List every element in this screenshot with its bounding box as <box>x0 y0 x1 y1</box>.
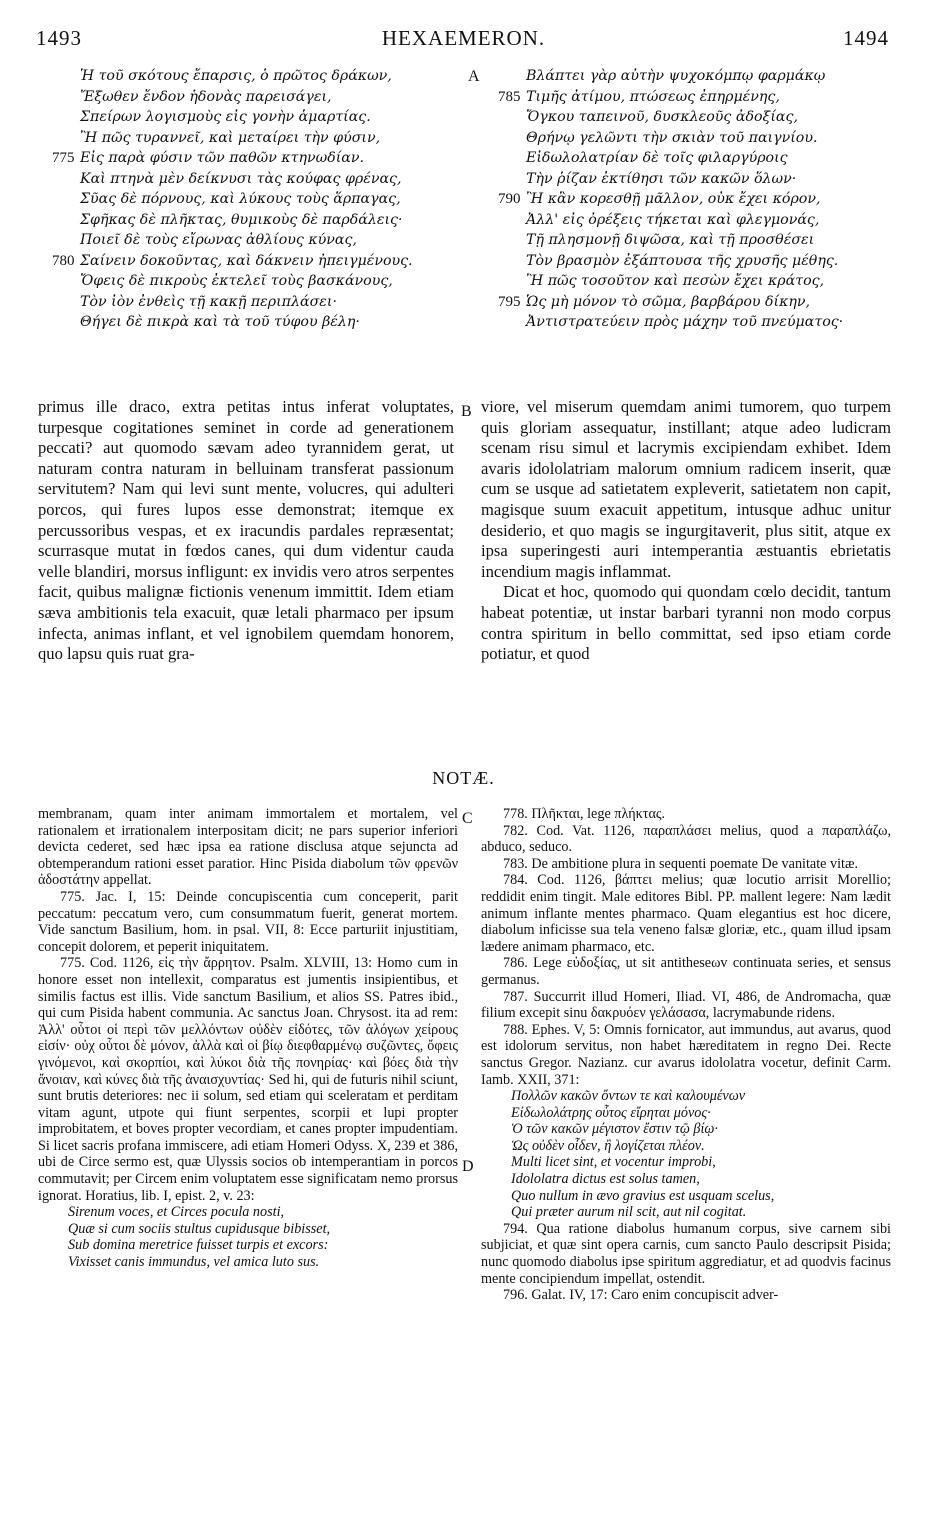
verse-line-text: Θρήνῳ γελῶντι τὴν σκιὰν τοῦ παιγνίου. <box>526 129 818 146</box>
verse-line-text: Βλάπτει γὰρ αὐτὴν ψυχοκόμπῳ φαρμάκῳ <box>526 68 826 84</box>
verse-line-text: Ὄγκου ταπεινοῦ, δυσκλεοῦς ἀδοξίας, <box>526 109 798 125</box>
verse-line <box>80 107 455 128</box>
quoted-verse-line: Ὁ τῶν κακῶν μέγιστον ἔστιν τῷ βίῳ· <box>511 1121 718 1138</box>
quoted-verse-line: Multi licet sint, et vocentur improbi, <box>511 1154 716 1171</box>
verse-line-text: Θήγει δὲ πικρὰ καὶ τὰ τοῦ τύφου βέλη· <box>80 314 360 330</box>
note-entry: 783. De ambitione plura in sequenti poemate De vanitate vitæ. <box>503 855 858 872</box>
verse-line <box>526 148 896 169</box>
verse-line <box>52 148 455 169</box>
verse-line-text: Εἰς παρὰ φύσιν τῶν παθῶν κτηνωδίαν. <box>80 150 365 166</box>
verse-line-text: Τῇ πλησμονῇ διψῶσα, καὶ τῇ προσθέσει <box>526 232 815 248</box>
verse-line-text: Ὄφεις δὲ πικροὺς ἐκτελεῖ τοὺς βασκάνους, <box>80 273 393 289</box>
quoted-verse-line: Quo nullum in ævo gravius est usquam scelus, <box>511 1187 775 1204</box>
verse-line-text: Τιμῆς ἀτίμου, πτώσεως ἐπηρμένης, <box>526 88 780 105</box>
verse-line <box>526 128 896 149</box>
quoted-verse-line: Πολλῶν κακῶν ὄντων τε καὶ καλουμένων <box>511 1088 746 1105</box>
verse-line <box>80 271 455 292</box>
verse-line <box>80 87 455 108</box>
latin-paragraph: viore, vel miserum quemdam animi tumorem, quo turpem quis gloriam assequatur, instillant; atque adeo ludicram scenam risu simul et lacrymis excipiendam exhibet. Idem avaris idololatriam malorum omnium radicem inserit, quæ cum se usque ad satietatem expleverit, satietatem non capit, magisque suum exacuit appetitum, intusque adhuc unitur desiderio, et quo magis se ingurgitaverit, plus sitit, atque ex ipsa superingesti auri intemperantia æstuantis ebrietatis incendium magis inflammat. <box>481 397 891 581</box>
note-entry: 784. Cod. 1126, βάπτει melius; quæ locutio arrisit Morellio; reddidit enim tingit. Male editores Bibl. PP. mallent legere: Nam lædit animum inflante mentes pharmaco. Quam elegantius est hoc dicere, diabolum inficisse sua tela veneno falsæ gloriæ, etc., quam illud ipsam lædere animam pharmaco, etc. <box>481 872 891 955</box>
verse-line-text: Σπείρων λογισμοὺς εἰς γονὴν ἁμαρτίας. <box>80 109 371 125</box>
note-entry: 775. Jac. I, 15: Deinde concupiscentia cum conceperit, parit peccatum: peccatum vero, cum consummatum fuerit, generat mortem. Vide sanctum Basilium, hom. in psal. VII, 8: Ecce parturiit injustitiam, concepit dolorem, et peperit iniquitatem. <box>38 888 458 955</box>
verse-line <box>80 292 455 313</box>
verse-line-number: 790 <box>498 191 521 207</box>
margin-letter-a: A <box>468 68 480 85</box>
verse-line-text: Ποιεῖ δὲ τοὺς εἴρωνας ἀθλίους κύνας, <box>80 232 357 248</box>
verse-line <box>498 87 896 108</box>
quoted-verse-line: Sub domina meretrice fuisset turpis et excors: <box>68 1237 329 1254</box>
note-entry: membranam, quam inter animam immortalem et mortalem, vel rationalem et irrationalem interpositam dicit; ne pars superior inferiori devicta cederet, sed hæc ipsa ea ratione disclusa atque sejuncta ad obtemperandum rationi esset paratior. Hinc Pisida diabolum τῶν φρενῶν ἀδοστάτην appellat. <box>38 806 458 889</box>
latin-translation-right <box>481 397 891 665</box>
note-entry: 782. Cod. Vat. 1126, παραπλάσει melius, quod a παραπλάζω, abduco, seduco. <box>481 822 891 856</box>
verse-line-text: Ἡ τοῦ σκότους ἔπαρσις, ὁ πρῶτος δράκων, <box>80 68 392 84</box>
note-entry: 775. Cod. 1126, εἰς τὴν ἄρρητον. Psalm. XLVIII, 13: Homo cum in honore esset non intellexit, comparatus est jumentis insipientibus, et similis factus est illis. Vide sanctum Basilium, et alios SS. Patres ibid., qui cum Pisida habent communia. Ac sanctus Joan. Chrysost. ita ad rem: Ἀλλ' οὗτοι οἱ περὶ τῶν μελλόντων οὐδὲν εἰδότες, τῶν ἀλόγων χείρους εἰσίν· οὐχ οὗτοι δὲ μόνον, ἀλλὰ καὶ οἱ βίῳ διεφθαρμένῳ συζῶντες, ὄφεις γινόμενοι, καὶ σκορπίοι, καὶ λύκοι διὰ τῆς πονηρίας· καὶ βόες διὰ τὴν ἄνοιαν, καὶ κύνες διὰ τῆς ἀναισχυντίας· Sed hi, qui de futuris nihil sciunt, sunt brutis deteriores: nec ii solum, sed etiam qui sceleratam et perditam vitam agunt, utpote qui fiunt serpentes, scorpii et lupi propter improbitatem, et boves propter vecordiam, et canes propter impudentiam. Si licet sacris profana immiscere, adi etiam Homeri Odyss. X, 239 et 386, ubi de Circe sermo est, quæ Ulyssis socios ob intemperantiam in porcos commutavit; per Circem enim voluptatem esse significatam nemo prorsus ignorat. Horatius, lib. I, epist. 2, v. 23: <box>38 955 458 1204</box>
margin-letter-b: B <box>461 403 472 420</box>
verse-line-number: 780 <box>52 252 75 269</box>
verse-line-text: Ἔξωθεν ἔνδον ἡδονὰς παρεισάγει, <box>80 88 332 105</box>
notes-column-left <box>38 806 458 1271</box>
quoted-verse-line: Qui præter aurum nil scit, aut nil cogitat. <box>511 1204 747 1221</box>
page-number-left: 1493 <box>36 26 82 50</box>
latin-paragraph: primus ille draco, extra petitas intus inferat voluptates, turpesque cogitationes seminet in corde ad generationem peccati? aut quomodo sævam adeo tyrannidem gerat, ut naturam contra naturam in belluinam transferat passionum servitutem? Nam qui levi sunt mente, volucres, qui adulteri porcos, qui fures lupos esse demonstrat; itemque ex percussoribus vespas, et ex iracundis pardales repræsentat; scurrasque mutat in fœdos canes, qui dum videntur cauda velle blandiri, morsus infligunt: ex invidis vero atros serpentes facit, quibus malignæ fictionis venenum immittit. Idem etiam sæva ambitionis tela exacuit, quæ letali pharmaco per ipsum infecta, animas inflant, et vel ignobilem quemdam honorem, quo lapsu quis ruat gra- <box>38 397 454 664</box>
verse-line <box>526 271 896 292</box>
verse-line <box>80 210 455 231</box>
verse-line <box>80 169 455 190</box>
greek-verse-right <box>498 66 896 333</box>
verse-line-number: 785 <box>498 88 521 105</box>
verse-line-text: Σφῆκας δὲ πλῆκτας, θυμικοὺς δὲ παρδάλεις· <box>80 211 403 228</box>
verse-line-text: Ὡς μὴ μόνον τὸ σῶμα, βαρβάρου δίκην, <box>526 293 811 310</box>
verse-line-number: 775 <box>52 150 75 166</box>
quoted-verse-line: Εἰδωλολάτρης οὗτος εἴρηται μόνος· <box>511 1104 711 1121</box>
latin-translation-left <box>38 397 454 665</box>
quoted-verse-line: Sirenum voces, et Circes pocula nosti, <box>68 1204 285 1221</box>
verse-line <box>526 230 896 251</box>
note-entry: 796. Galat. IV, 17: Caro enim concupiscit adver- <box>503 1287 779 1304</box>
note-entry: 794. Qua ratione diabolus humanum corpus, sive carnem sibi subjiciat, et quæ sint opera carnis, cum sancto Paulo descripsit Pisida; nunc quomodo diabolus ipse spiritum aggrediatur, et ad quodvis facinus mente concipiendum impellat, ostendit. <box>481 1220 891 1287</box>
verse-line-text: Ἢ πῶς τυραννεῖ, καὶ μεταίρει τὴν φύσιν, <box>80 129 381 146</box>
verse-line <box>498 189 896 210</box>
verse-line <box>526 66 896 87</box>
verse-line-text: Τὴν ῥίζαν ἐκτίθησι τῶν κακῶν ὅλων· <box>526 170 797 187</box>
verse-line-text: Ἢ κἂν κορεσθῇ μᾶλλον, οὐκ ἔχει κόρον, <box>526 191 821 207</box>
latin-paragraph: Dicat et hoc, quomodo qui quondam cœlo decidit, tantum habeat potentiæ, ut instar barbari tyranni non modo corpus contra spiritum in bello committat, sed ipso etiam corde potiatur, et quod <box>481 582 891 664</box>
verse-line <box>526 210 896 231</box>
notes-heading: NOTÆ. <box>432 768 495 788</box>
page-number-right: 1494 <box>843 26 889 50</box>
verse-line <box>80 128 455 149</box>
verse-line <box>526 251 896 272</box>
quoted-verse-line: Idololatra dictus est solus tamen, <box>511 1171 700 1188</box>
verse-line-text: Σαίνειν δοκοῦντας, καὶ δάκνειν ἠπειγμένους. <box>80 252 413 269</box>
notes-column-right <box>481 806 891 1304</box>
verse-line <box>80 312 455 333</box>
verse-line-text: Τὸν ἰὸν ἐνθεὶς τῇ κακῇ περιπλάσει· <box>80 293 337 310</box>
verse-line <box>526 169 896 190</box>
verse-line <box>80 66 455 87</box>
verse-line <box>80 230 455 251</box>
verse-line <box>526 312 896 333</box>
verse-line <box>80 189 455 210</box>
quoted-verse-line: Vixisset canis immundus, vel amica luto sus. <box>68 1254 320 1271</box>
verse-line-text: Καὶ πτηνὰ μὲν δείκνυσι τὰς κούφας φρένας, <box>80 170 402 187</box>
running-title: HEXAEMERON. <box>381 26 546 50</box>
verse-line-text: Ἀλλ' εἰς ὀρέξεις τήκεται καὶ φλεγμονάς, <box>526 211 820 228</box>
verse-line-text: Εἰδωλολατρίαν δὲ τοῖς φιλαργύροις <box>526 150 788 166</box>
margin-letter-d: D <box>462 1158 474 1175</box>
verse-line-number: 795 <box>498 293 521 310</box>
margin-letter-c: C <box>462 810 473 827</box>
quoted-verse-line: Ὡς οὐδὲν οἶδεν, ἢ λογίζεται πλέον. <box>511 1137 705 1154</box>
greek-verse-left <box>52 66 455 333</box>
note-entry: 778. Πλῆκται, lege πλήκτας. <box>503 806 666 822</box>
verse-line-text: Σῦας δὲ πόρνους, καὶ λύκους τοὺς ἅρπαγας, <box>80 191 401 207</box>
verse-line <box>526 107 896 128</box>
note-entry: 787. Succurrit illud Homeri, Iliad. VI, 486, de Andromacha, quæ filium excepit sinu δακρυόεν γελάσασα, lacrymabunde ridens. <box>481 988 891 1022</box>
verse-line <box>52 251 455 272</box>
quoted-verse-line: Quæ si cum sociis stultus cupidusque bibisset, <box>68 1220 331 1237</box>
verse-line-text: Τὸν βρασμὸν ἐξάπτουσα τῆς χρυσῆς μέθης. <box>526 252 839 269</box>
verse-line <box>498 292 896 313</box>
note-entry: 788. Ephes. V, 5: Omnis fornicator, aut immundus, aut avarus, quod est idolorum servitus, non habet hæreditatem in regno Dei. Recte sanctus Gregor. Nazianz. cur avarus idololatra vocetur, definit Carm. Iamb. XXII, 371: <box>481 1021 891 1088</box>
note-entry: 786. Lege εὐδοξίας, ut sit antitheseωv continuata series, et sensus germanus. <box>481 955 891 988</box>
verse-line-text: Ἢ πῶς τοσοῦτον καὶ πεσὼν ἔχει κράτος, <box>526 273 825 289</box>
verse-line-text: Ἀντιστρατεύειν πρὸς μάχην τοῦ πνεύματος· <box>526 314 844 330</box>
